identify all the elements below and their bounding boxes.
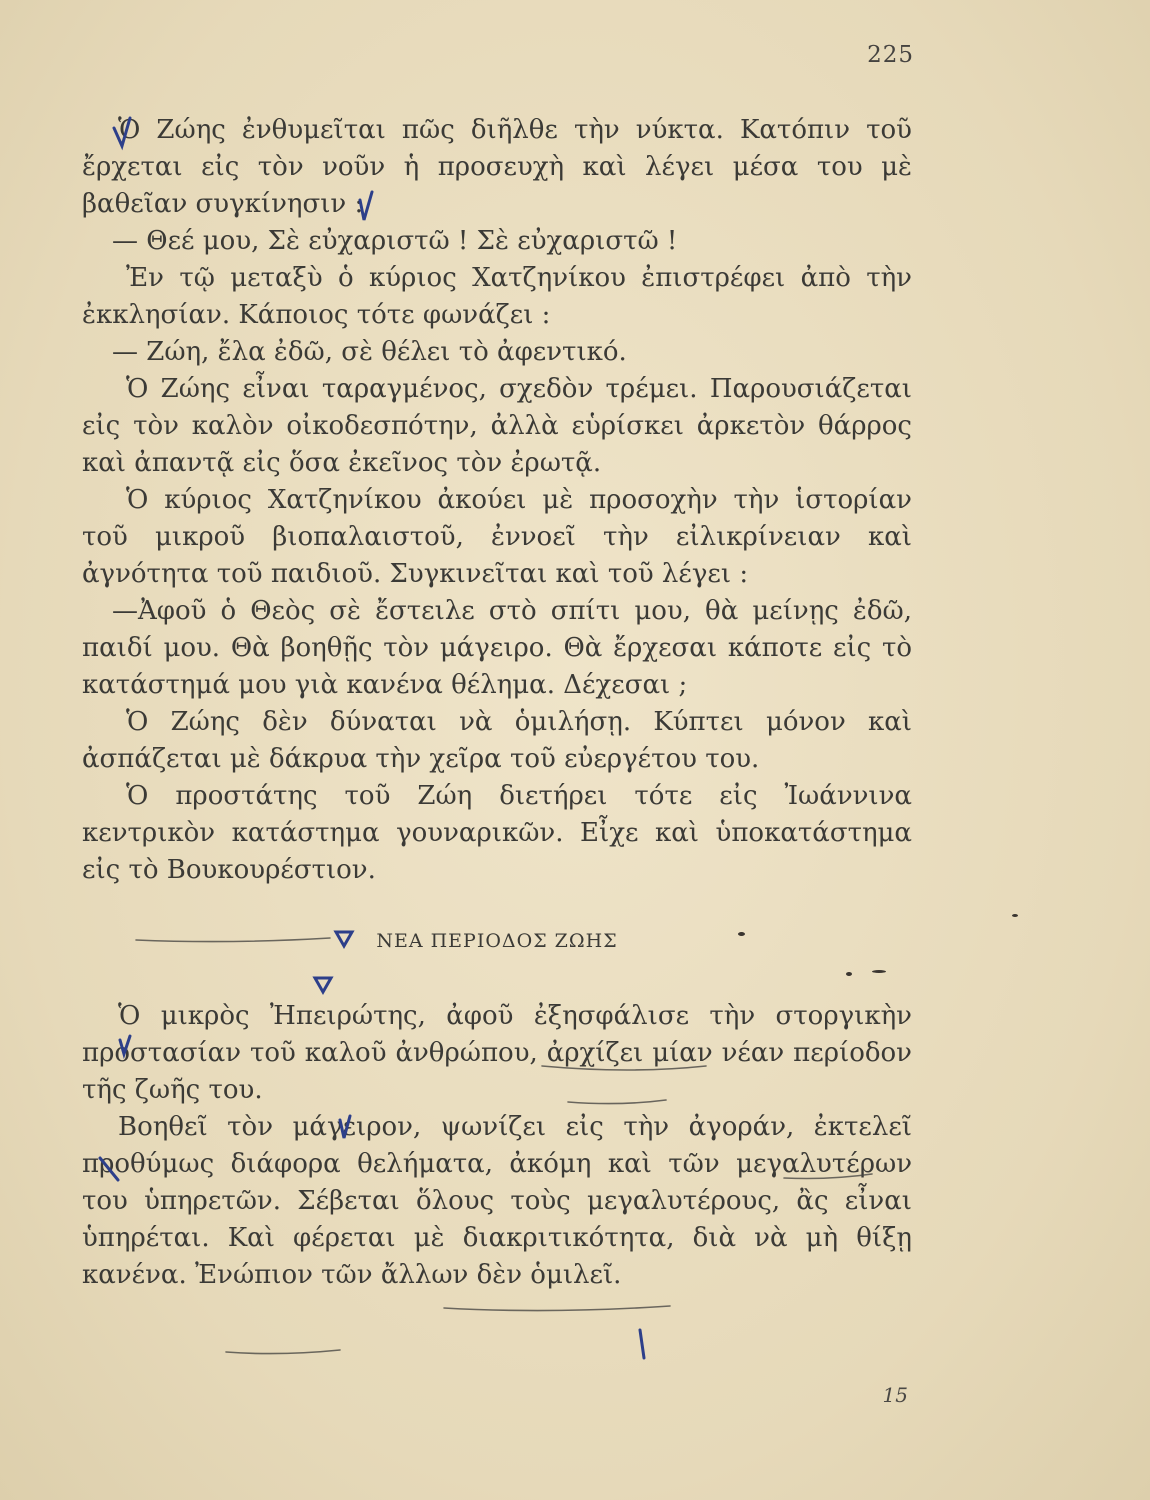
- paragraph: Βοηθεῖ τὸν μάγειρον, ψωνίζει εἰς τὴν ἀγοράν, ἐκτελεῖ προθύμως διάφορα θελήματα, ἀκόμη καὶ τῶν μεγαλυτέρων του ὑπηρετῶν. Σέβεται ὅλους τοὺς μεγαλυτέρους, ἂς εἶναι ὑπηρέται. Καὶ φέρεται μὲ διακριτικότητα, διὰ νὰ μὴ θίξῃ κανένα. Ἐνώπιον τῶν ἄλλων δὲν ὁμιλεῖ.: [82, 1112, 912, 1290]
- check-mark-icon: [340, 1116, 350, 1138]
- underline-mark: [226, 1350, 340, 1354]
- ink-speck: [872, 970, 886, 973]
- page-number: 225: [867, 42, 914, 68]
- paragraph: Ὁ κύριος Χατζηνίκου ἀκούει μὲ προσοχὴν τὴν ἱστορίαν τοῦ μικροῦ βιοπαλαιστοῦ, ἐννοεῖ τὴν εἰλικρίνειαν καὶ ἀγνότητα τοῦ παιδιοῦ. Συγκινεῖται καὶ τοῦ λέγει :: [82, 485, 912, 589]
- check-mark-icon: [360, 192, 372, 220]
- paragraph: Ὁ μικρὸς Ἠπειρώτης, ἀφοῦ ἐξησφάλισε τὴν στοργικὴν προστασίαν τοῦ καλοῦ ἀνθρώπου, ἀρχίζει μίαν νέαν περίοδον τῆς ζωῆς του.: [82, 1001, 912, 1105]
- check-mark-icon: [114, 118, 130, 146]
- bracket-mark-icon: [640, 1330, 644, 1358]
- paragraph: —Ἀφοῦ ὁ Θεὸς σὲ ἔστειλε στὸ σπίτι μου, θὰ μείνῃς ἐδῶ, παιδί μου. Θὰ βοηθῇς τὸν μάγειρο. Θὰ ἔρχεσαι κάποτε εἰς τὸ κατάστημά μου γιὰ κανένα θέλημα. Δέχεσαι ;: [82, 596, 912, 700]
- slash-mark-icon: [100, 1158, 118, 1180]
- ink-speck: [1012, 914, 1018, 917]
- footer-signature: 15: [882, 1383, 908, 1407]
- ink-speck: [846, 972, 852, 976]
- paragraph: — Ζώη, ἔλα ἐδῶ, σὲ θέλει τὸ ἀφεντικό.: [112, 337, 627, 367]
- paragraph: Ὁ Ζώης ἐνθυμεῖται πῶς διῆλθε τὴν νύκτα. Κατόπιν τοῦ ἔρχεται εἰς τὸν νοῦν ἡ προσευχὴ καὶ λέγει μέσα του μὲ βαθεῖαν συγκίνησιν :: [82, 115, 912, 219]
- check-mark-icon: [120, 1036, 130, 1054]
- paragraph: — Θεέ μου, Σὲ εὐχαριστῶ ! Σὲ εὐχαριστῶ !: [112, 226, 678, 256]
- section-heading: ΝΕΑ ΠΕΡΙΟΔΟΣ ΖΩΗΣ: [376, 930, 618, 952]
- underline-mark: [568, 1100, 666, 1104]
- underline-mark: [542, 1066, 706, 1070]
- underline-mark: [784, 1174, 872, 1179]
- underline-mark: [136, 938, 330, 942]
- underline-mark: [444, 1306, 670, 1311]
- paragraph: Ἐν τῷ μεταξὺ ὁ κύριος Χατζηνίκου ἐπιστρέφει ἀπὸ τὴν ἐκκλησίαν. Κάποιος τότε φωνάζει :: [82, 263, 912, 330]
- triangle-mark-icon: [315, 978, 331, 992]
- ink-speck: [738, 932, 745, 936]
- paragraph: Ὁ Ζώης εἶναι ταραγμένος, σχεδὸν τρέμει. Παρουσιάζεται εἰς τὸν καλὸν οἰκοδεσπότην, ἀλλὰ εὑρίσκει ἀρκετὸν θάρρος καὶ ἀπαντᾷ εἰς ὅσα ἐκεῖνος τὸν ἐρωτᾷ.: [82, 374, 912, 478]
- triangle-mark-icon: [336, 932, 352, 946]
- paragraph: Ὁ προστάτης τοῦ Ζώη διετήρει τότε εἰς Ἰωάννινα κεντρικὸν κατάστημα γουναρικῶν. Εἶχε καὶ ὑποκατάστημα εἰς τὸ Βουκουρέστιον.: [82, 781, 912, 885]
- paragraph: Ὁ Ζώης δὲν δύναται νὰ ὁμιλήσῃ. Κύπτει μόνον καὶ ἀσπάζεται μὲ δάκρυα τὴν χεῖρα τοῦ εὐεργέτου του.: [82, 707, 912, 774]
